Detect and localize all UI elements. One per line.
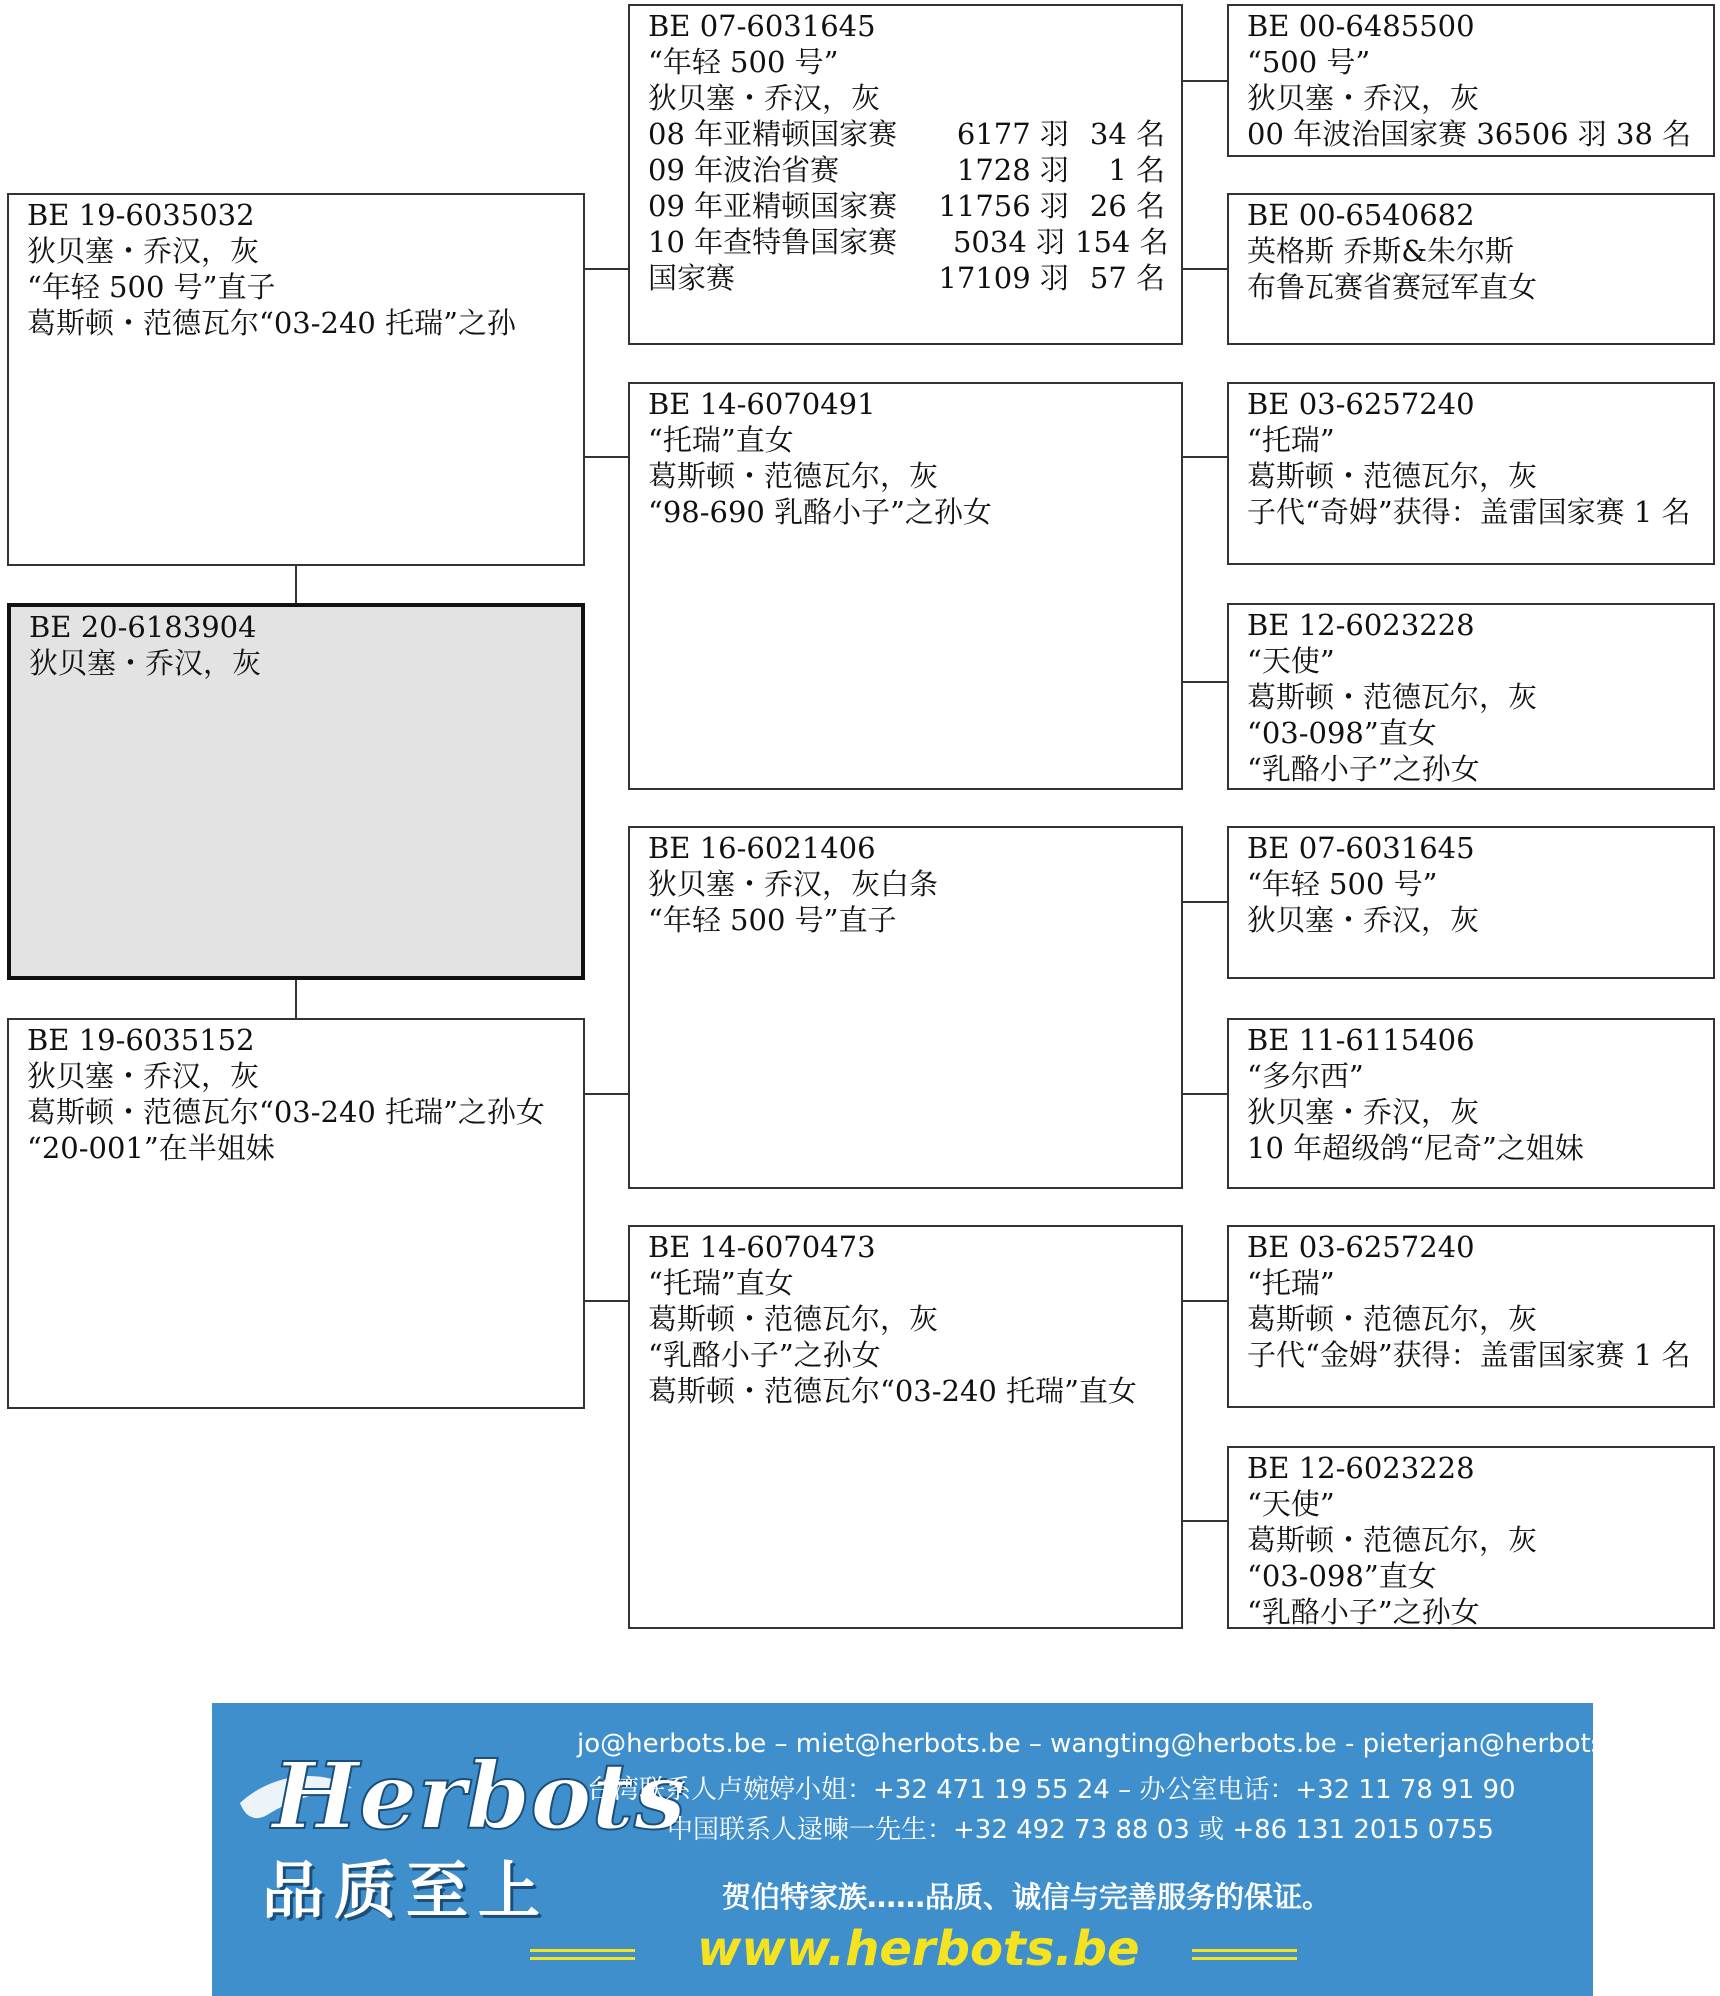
breeder-color: 狄贝塞・乔汉，灰: [1247, 903, 1480, 937]
ancestor-card-5: [1227, 826, 1715, 979]
note: 10 年超级鸽“尼奇”之姐妹: [1247, 1131, 1584, 1165]
nickname: “托瑞”: [1247, 1266, 1335, 1300]
connector: [1182, 268, 1227, 270]
race-result: 08 年亚精顿国家赛 6177 羽 34 名: [648, 117, 1165, 151]
connector: [1182, 1093, 1227, 1095]
note: 葛斯顿・范德瓦尔“03-240 托瑞”直女: [648, 1374, 1137, 1408]
ring-number: BE 14-6070473: [648, 1230, 876, 1264]
connector: [1182, 456, 1227, 458]
breeder-color: 狄贝塞・乔汉，灰白条: [648, 867, 939, 901]
ring-number: BE 16-6021406: [648, 831, 876, 865]
dam-card: [7, 1018, 585, 1409]
ancestor-card-7: [1227, 1225, 1715, 1408]
note: “年轻 500 号”直子: [648, 903, 897, 937]
connector: [295, 980, 297, 1018]
herbots-logo: [232, 1733, 686, 1853]
connector: [584, 268, 628, 270]
breeder-color: 狄贝塞・乔汉，灰: [1247, 1095, 1480, 1129]
connector: [584, 1300, 628, 1302]
note: 葛斯顿・范德瓦尔“03-240 托瑞”之孙女: [27, 1095, 545, 1129]
breeder-color: 狄贝塞・乔汉，灰: [27, 234, 260, 268]
decorative-stripe: [530, 1957, 635, 1960]
sire-card: [7, 193, 585, 566]
connector: [1182, 681, 1227, 683]
nickname: “500 号”: [1247, 45, 1371, 79]
breeder-color: 葛斯顿・范德瓦尔，灰: [648, 1302, 939, 1336]
connector: [295, 565, 297, 603]
connector: [1182, 901, 1227, 903]
breeder-color: 葛斯顿・范德瓦尔，灰: [1247, 1302, 1538, 1336]
nickname: “托瑞”: [1247, 423, 1335, 457]
ring-number: BE 00-6540682: [1247, 198, 1475, 232]
ancestor-card-6: [1227, 1018, 1715, 1189]
ring-number: BE 20-6183904: [29, 610, 257, 644]
slogan: 品质至上: [262, 1854, 551, 1927]
note: “03-098”直女: [1247, 716, 1437, 750]
ancestor-card-3: [1227, 382, 1715, 565]
connector: [1182, 1300, 1227, 1302]
race-result: 09 年波治省赛 1728 羽 1 名: [648, 153, 1165, 187]
note: “托瑞”直女: [648, 423, 794, 457]
website-link[interactable]: www.herbots.be: [697, 1921, 1140, 1977]
ring-number: BE 07-6031645: [1247, 831, 1475, 865]
breeder-color: 狄贝塞・乔汉，灰: [29, 646, 262, 680]
note: 00 年波治国家赛 36506 羽 38 名: [1247, 117, 1692, 151]
ancestor-card-4: [1227, 603, 1715, 790]
note: “98-690 乳酪小子”之孙女: [648, 495, 992, 529]
ring-number: BE 12-6023228: [1247, 608, 1475, 642]
motto: 贺伯特家族……品质、诚信与完善服务的保证。: [722, 1880, 1332, 1914]
ring-number: BE 19-6035032: [27, 198, 255, 232]
note: “托瑞”直女: [648, 1266, 794, 1300]
breeder-color: 狄贝塞・乔汉，灰: [648, 81, 881, 115]
note: 子代“金姆”获得：盖雷国家赛 1 名: [1247, 1338, 1691, 1372]
note: “03-098”直女: [1247, 1559, 1437, 1593]
ring-number: BE 00-6485500: [1247, 9, 1475, 43]
nickname: “年轻 500 号”: [648, 45, 839, 79]
connector: [584, 1093, 628, 1095]
breeder-color: 葛斯顿・范德瓦尔，灰: [1247, 1523, 1538, 1557]
ring-number: BE 19-6035152: [27, 1023, 255, 1057]
connector: [584, 456, 628, 458]
note: 子代“奇姆”获得：盖雷国家赛 1 名: [1247, 495, 1691, 529]
ancestor-card-8: [1227, 1446, 1715, 1629]
dam-dam-card: [628, 1225, 1183, 1629]
race-result: 国家赛 17109 羽 57 名: [648, 261, 1165, 295]
nickname: “年轻 500 号”: [1247, 867, 1438, 901]
breeder-color: 狄贝塞・乔汉，灰: [27, 1059, 260, 1093]
ring-number: BE 03-6257240: [1247, 387, 1475, 421]
ring-number: BE 11-6115406: [1247, 1023, 1475, 1057]
note: “乳酪小子”之孙女: [648, 1338, 881, 1372]
nickname: “天使”: [1247, 644, 1335, 678]
connector: [1182, 1520, 1227, 1522]
ring-number: BE 12-6023228: [1247, 1451, 1475, 1485]
decorative-stripe: [1192, 1957, 1297, 1960]
ring-number: BE 07-6031645: [648, 9, 876, 43]
decorative-stripe: [1192, 1949, 1297, 1952]
race-result: 10 年查特鲁国家赛 5034 羽 154 名: [648, 225, 1169, 259]
breeder-color: 狄贝塞・乔汉，灰: [1247, 81, 1480, 115]
sire-sire-card: [628, 4, 1183, 345]
subject-card: [7, 603, 585, 980]
ring-number: BE 14-6070491: [648, 387, 876, 421]
note: “20-001”在半姐妹: [27, 1131, 275, 1165]
breeder-color: 英格斯 乔斯&朱尔斯: [1247, 234, 1515, 268]
note: 布鲁瓦赛省赛冠军直女: [1247, 270, 1538, 304]
note: “乳酪小子”之孙女: [1247, 1595, 1480, 1629]
ancestor-card-1: [1227, 4, 1715, 157]
decorative-stripe: [530, 1949, 635, 1952]
breeder-color: 葛斯顿・范德瓦尔，灰: [1247, 680, 1538, 714]
dam-sire-card: [628, 826, 1183, 1189]
breeder-color: 葛斯顿・范德瓦尔，灰: [1247, 459, 1538, 493]
connector: [1182, 80, 1227, 82]
note: “乳酪小子”之孙女: [1247, 752, 1480, 786]
logo-wordmark: Herbots: [272, 1742, 686, 1850]
race-result: 09 年亚精顿国家赛 11756 羽 26 名: [648, 189, 1165, 223]
note: “年轻 500 号”直子: [27, 270, 276, 304]
note: 葛斯顿・范德瓦尔“03-240 托瑞”之孙: [27, 306, 516, 340]
taiwan-contact: 台湾联系人卢婉婷小姐：+32 471 19 55 24 – 办公室电话：+32 11 78 91 90: [587, 1775, 1516, 1805]
breeder-color: 葛斯顿・范德瓦尔，灰: [648, 459, 939, 493]
herbots-banner: [212, 1703, 1645, 1996]
sire-dam-card: [628, 382, 1183, 790]
ancestor-card-2: [1227, 193, 1715, 345]
ring-number: BE 03-6257240: [1247, 1230, 1475, 1264]
nickname: “多尔西”: [1247, 1059, 1364, 1093]
nickname: “天使”: [1247, 1487, 1335, 1521]
china-contact: 中国联系人逯暕一先生：+32 492 73 88 03 或 +86 131 2015 0755: [667, 1815, 1494, 1845]
email-addresses[interactable]: jo@herbots.be – miet@herbots.be – wangting@herbots.be - pieterjan@herbots.be: [577, 1729, 1645, 1759]
